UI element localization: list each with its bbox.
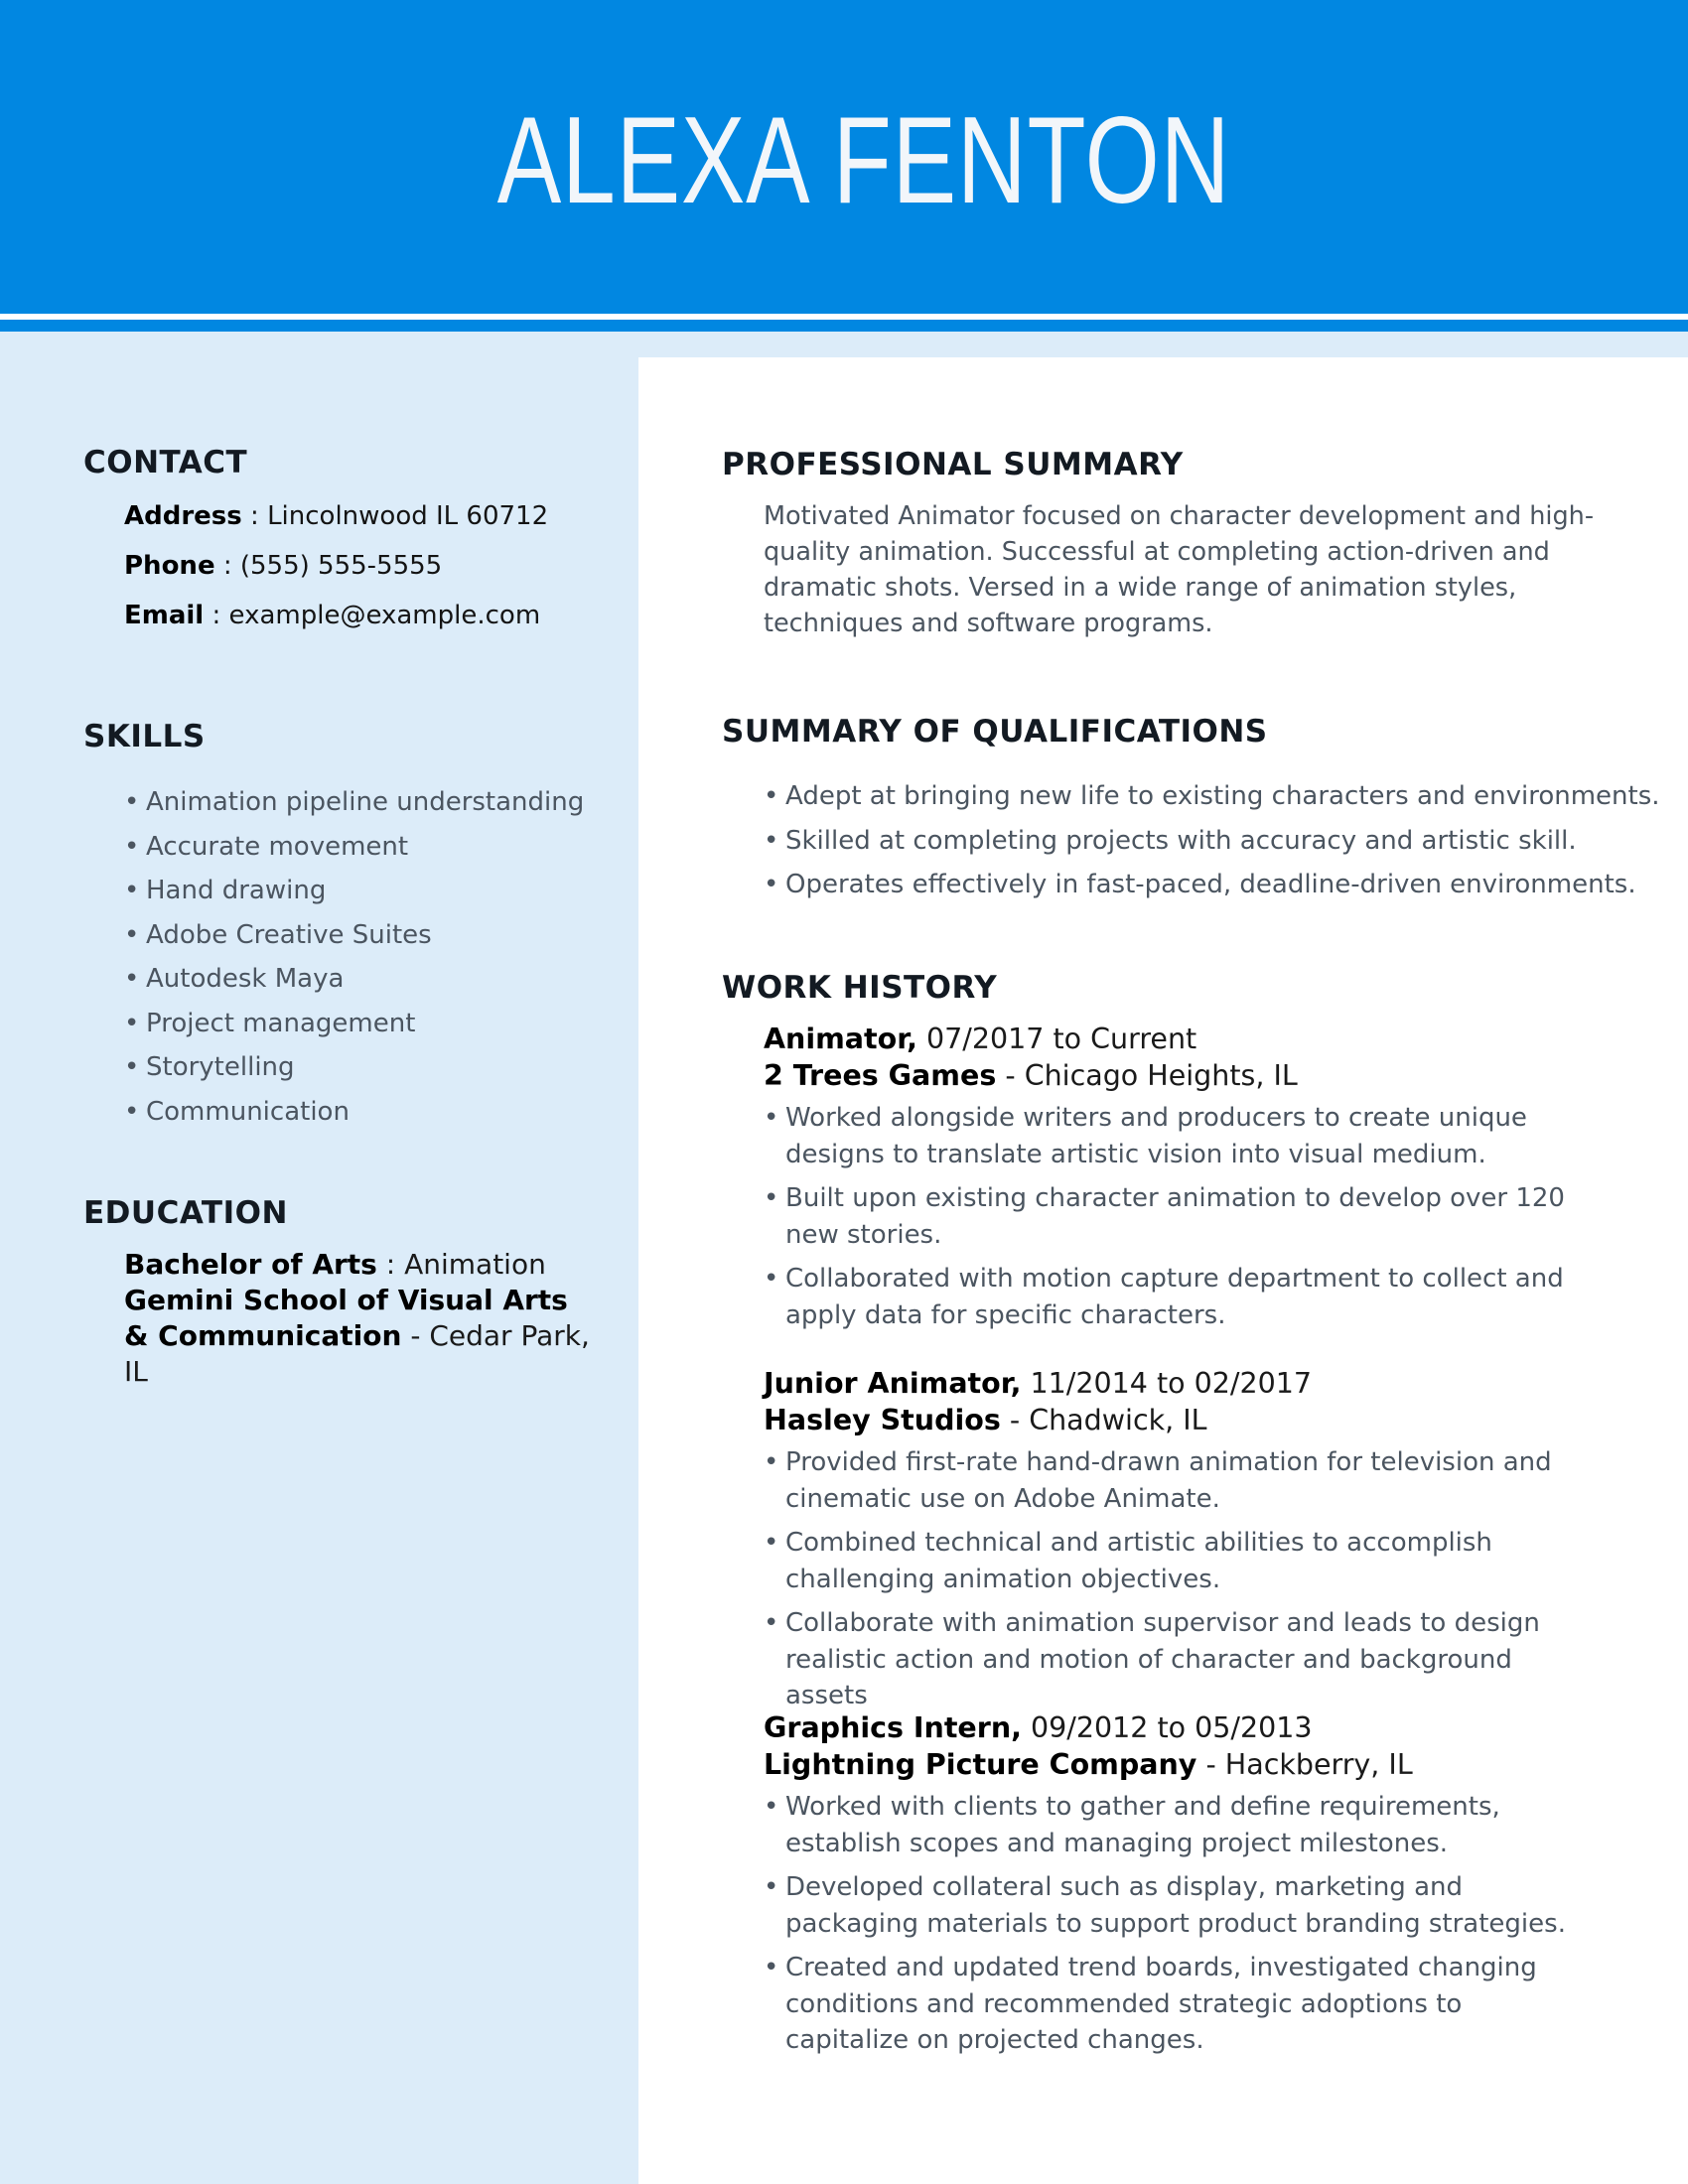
list-item: • Combined technical and artistic abilities to accomplish challenging animation objectives. [764, 1528, 1492, 1594]
email-value: example@example.com [228, 601, 541, 630]
school-location: Cedar Park, IL [124, 1319, 590, 1388]
list-item: • Worked with clients to gather and define requirements, establish scopes and managing project milestones. [764, 1792, 1500, 1858]
job-dates: 11/2014 to 02/2017 [1030, 1367, 1313, 1400]
work-history-heading: WORK HISTORY [722, 970, 998, 1006]
company-location: Chadwick, IL [1029, 1403, 1207, 1436]
list-item: • Accurate movement [124, 831, 409, 862]
field-of-study: Animation [404, 1248, 546, 1281]
skills-list [124, 780, 584, 1134]
list-item: • Storytelling [124, 1052, 295, 1082]
list-item: • Built upon existing character animation to develop over 120 new stories. [764, 1183, 1565, 1250]
job-bullets [764, 1444, 1618, 1714]
company-name: Hasley Studios [764, 1403, 1001, 1436]
contact-heading: CONTACT [83, 445, 248, 480]
list-item: • Collaborate with animation supervisor and leads to design realistic action and motion of character and background assets [764, 1608, 1540, 1710]
job-dates: 09/2012 to 05/2013 [1031, 1711, 1313, 1744]
education-entry: Bachelor of Arts : Animation Gemini School of Visual Arts & Communication - Cedar Park, IL [124, 1248, 590, 1388]
candidate-name: ALEXA FENTON [496, 92, 1231, 229]
phone-label: Phone [124, 551, 215, 581]
school-name: Gemini School of Visual Arts & Communication [124, 1284, 568, 1352]
job-title: Graphics Intern, [764, 1711, 1022, 1744]
list-item: • Skilled at completing projects with accuracy and artistic skill. [764, 825, 1577, 856]
list-item: • Autodesk Maya [124, 964, 345, 994]
company-location: Hackberry, IL [1224, 1747, 1413, 1781]
job-title: Animator, [764, 1023, 917, 1055]
job-bullets [764, 1789, 1618, 2059]
qualifications-list [764, 774, 1660, 907]
company-name: Lightning Picture Company [764, 1747, 1197, 1781]
company-location: Chicago Heights, IL [1024, 1058, 1298, 1092]
summary-heading: PROFESSIONAL SUMMARY [722, 447, 1184, 482]
company-name: 2 Trees Games [764, 1058, 997, 1092]
list-item: • Hand drawing [124, 876, 327, 905]
address-value: Lincolnwood IL 60712 [267, 501, 549, 531]
job-entry: Graphics Intern, 09/2012 to 05/2013 Lightning Picture Company - Hackberry, IL • Worked with clients to gather and define requirements, establish scopes and managing project milestones. • Developed collateral such as display, marketing and packaging materials to support product branding strategies. • Created and updated trend boards, investigated changing conditions and recommended strategic adoptions to capitalize on projected changes. [764, 1710, 1618, 2067]
list-item: • Collaborated with motion capture department to collect and apply data for specific characters. [764, 1264, 1564, 1330]
list-item: • Developed collateral such as display, marketing and packaging materials to support product branding strategies. [764, 1872, 1566, 1939]
list-item: • Adobe Creative Suites [124, 919, 432, 950]
email-label: Email [124, 601, 205, 630]
header-band [0, 332, 1688, 357]
header-divider-line [0, 320, 1688, 332]
list-item: • Project management [124, 1008, 416, 1038]
job-entry: Junior Animator, 11/2014 to 02/2017 Hasley Studios - Chadwick, IL • Provided first-rate hand-drawn animation for television and cinematic use on Adobe Animate. • Combined technical and artistic abilities to accomplish challenging animation objectives. • Collaborate with animation supervisor and leads to design realistic action and motion of character and background assets [764, 1366, 1618, 1722]
list-item: • Created and updated trend boards, investigated changing conditions and recommended strategic adoptions to capitalize on projected changes. [764, 1953, 1537, 2055]
contact-phone: Phone : (555) 555-5555 [124, 551, 443, 581]
job-title: Junior Animator, [764, 1367, 1022, 1400]
list-item: • Operates effectively in fast-paced, deadline-driven environments. [764, 870, 1636, 899]
list-item: • Adept at bringing new life to existing characters and environments. [764, 781, 1660, 811]
address-label: Address [124, 501, 242, 531]
contact-email: Email : example@example.com [124, 601, 541, 630]
list-item: • Communication [124, 1096, 350, 1127]
header-banner [0, 0, 1688, 314]
list-item: • Provided first-rate hand-drawn animation for television and cinematic use on Adobe Animate. [764, 1447, 1552, 1514]
job-entry: Animator, 07/2017 to Current 2 Trees Games - Chicago Heights, IL • Worked alongside writers and producers to create unique designs to translate artistic vision into visual medium. • Built upon existing character animation to develop over 120 new stories. • Collaborated with motion capture department to collect and apply data for specific characters. [764, 1022, 1618, 1341]
skills-heading: SKILLS [83, 719, 206, 754]
qualifications-heading: SUMMARY OF QUALIFICATIONS [722, 714, 1268, 750]
summary-text: Motivated Animator focused on character development and high-quality animation. Successful at completing action-driven and dramatic shots. Versed in a wide range of animation styles, techniques and software programs. [764, 501, 1595, 638]
phone-value: (555) 555-5555 [239, 551, 443, 581]
list-item: • Worked alongside writers and producers to create unique designs to translate artistic vision into visual medium. [764, 1103, 1527, 1169]
job-bullets [764, 1100, 1618, 1333]
education-heading: EDUCATION [83, 1195, 288, 1231]
degree: Bachelor of Arts [124, 1248, 377, 1281]
list-item: • Animation pipeline understanding [124, 787, 585, 817]
job-dates: 07/2017 to Current [926, 1023, 1197, 1055]
contact-address: Address : Lincolnwood IL 60712 [124, 501, 549, 531]
